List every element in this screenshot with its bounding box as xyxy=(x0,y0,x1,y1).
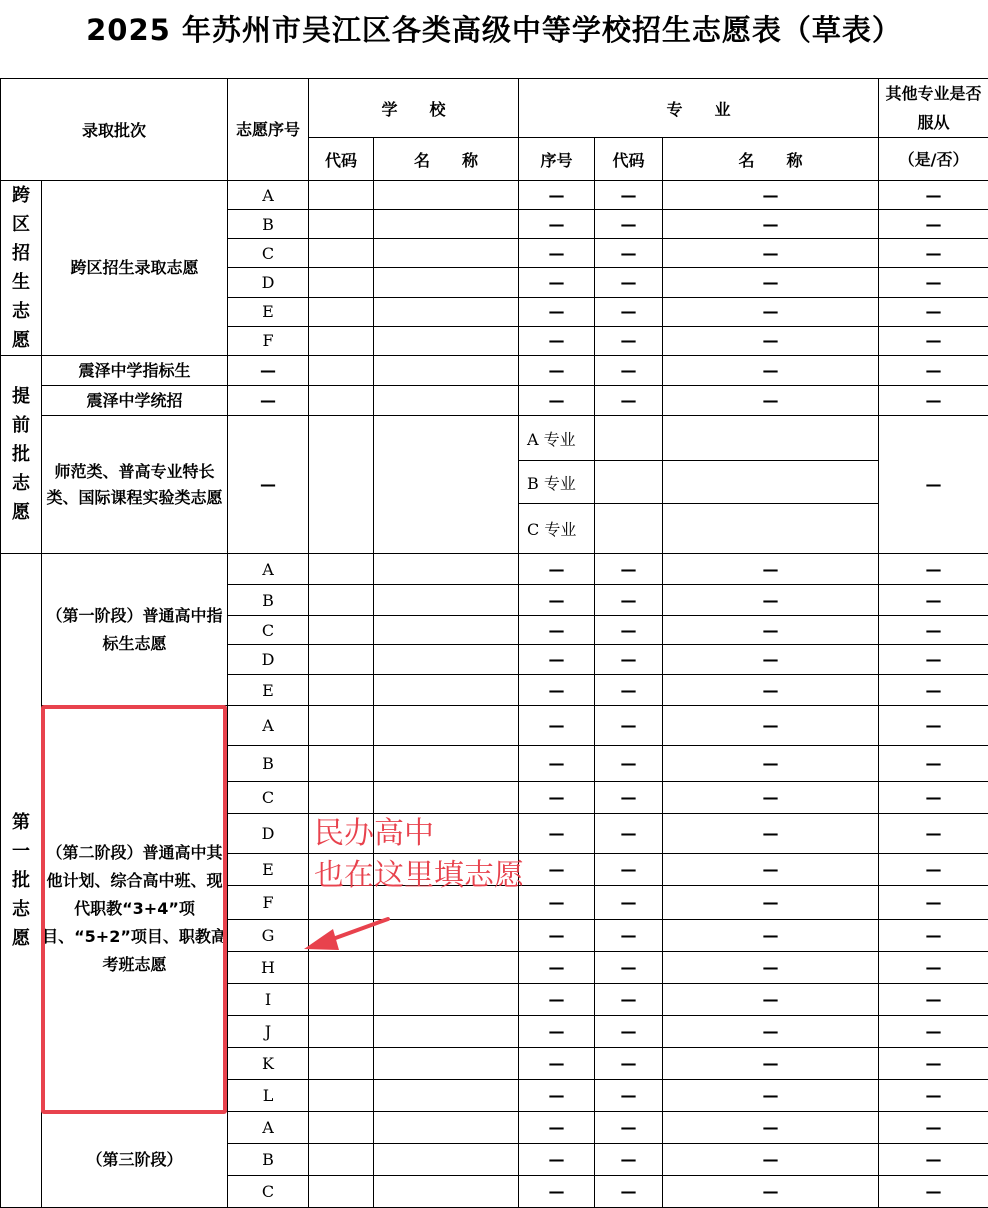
major-name-cell: — xyxy=(663,181,879,210)
major-order-cell: — xyxy=(519,952,595,984)
major-order-cell: — xyxy=(519,181,595,210)
choice-letter: E xyxy=(228,297,309,326)
obey-input: — xyxy=(879,297,988,326)
special-major-label: C 专业 xyxy=(519,504,595,554)
header-major: 专 业 xyxy=(519,79,879,138)
major-name-cell: — xyxy=(663,645,879,675)
obey-input: — xyxy=(879,920,988,952)
choice-letter: D xyxy=(228,814,309,854)
obey-input: — xyxy=(879,854,988,886)
group-label: 第 一 批 志 愿 xyxy=(1,808,41,953)
major-code-cell: — xyxy=(595,952,663,984)
major-code-cell: — xyxy=(595,239,663,268)
choice-letter: C xyxy=(228,616,309,645)
major-order-cell: — xyxy=(519,585,595,616)
header-other: 其他专业是否服从 xyxy=(879,79,988,138)
obey-input: — xyxy=(879,984,988,1016)
choice-letter: E xyxy=(228,675,309,706)
major-code-cell: — xyxy=(595,1016,663,1048)
choice-letter: F xyxy=(228,886,309,920)
choice-letter: C xyxy=(228,1176,309,1208)
choice-letter: A xyxy=(228,181,309,210)
page-title: 2025 年苏州市吴江区各类高级中等学校招生志愿表（草表） xyxy=(0,8,988,49)
major-code-cell: — xyxy=(595,210,663,239)
obey-input: — xyxy=(879,1048,988,1080)
header-yes-no: （是/否） xyxy=(879,138,988,181)
choice-letter: B xyxy=(228,746,309,782)
major-name-cell: — xyxy=(663,952,879,984)
category-cross-district: 跨区招生录取志愿 xyxy=(42,181,228,356)
choice-letter: — xyxy=(228,386,309,416)
major-name-cell: — xyxy=(663,616,879,645)
obey-input: — xyxy=(879,782,988,814)
major-code-cell: — xyxy=(595,1112,663,1144)
header-school-name: 名 称 xyxy=(374,138,519,181)
major-order-cell: — xyxy=(519,356,595,386)
header-major-code: 代码 xyxy=(595,138,663,181)
choice-letter: C xyxy=(228,239,309,268)
choice-letter: A xyxy=(228,706,309,746)
major-order-cell: — xyxy=(519,1144,595,1176)
major-code-cell: — xyxy=(595,268,663,297)
choice-letter: I xyxy=(228,984,309,1016)
major-code-cell: — xyxy=(595,782,663,814)
category-stage-2: （第二阶段）普通高中其他计划、综合高中班、现代职教“3+4”项目、“5+2”项目、职教高考班志愿 xyxy=(42,706,228,1112)
header-major-order: 序号 xyxy=(519,138,595,181)
major-code-cell: — xyxy=(595,706,663,746)
major-name-cell: — xyxy=(663,1112,879,1144)
major-name-cell: — xyxy=(663,297,879,326)
obey-input: — xyxy=(879,181,988,210)
obey-input: — xyxy=(879,1176,988,1208)
major-name-cell: — xyxy=(663,854,879,886)
major-order-cell: — xyxy=(519,1176,595,1208)
choice-letter: K xyxy=(228,1048,309,1080)
obey-input: — xyxy=(879,675,988,706)
obey-input: — xyxy=(879,239,988,268)
major-order-cell: — xyxy=(519,746,595,782)
major-code-cell: — xyxy=(595,1048,663,1080)
choice-letter: A xyxy=(228,554,309,585)
obey-input: — xyxy=(879,268,988,297)
major-order-cell: — xyxy=(519,554,595,585)
major-order-cell: — xyxy=(519,1112,595,1144)
major-name-cell: — xyxy=(663,706,879,746)
obey-input: — xyxy=(879,356,988,386)
special-major-label: A 专业 xyxy=(519,416,595,461)
obey-input: — xyxy=(879,326,988,355)
major-order-cell: — xyxy=(519,645,595,675)
major-name-cell: — xyxy=(663,268,879,297)
major-order-cell: — xyxy=(519,886,595,920)
major-order-cell: — xyxy=(519,675,595,706)
major-code-cell: — xyxy=(595,920,663,952)
obey-input: — xyxy=(879,210,988,239)
obey-input: — xyxy=(879,616,988,645)
major-name-cell: — xyxy=(663,886,879,920)
major-code-cell: — xyxy=(595,1144,663,1176)
major-name-cell: — xyxy=(663,984,879,1016)
major-order-cell: — xyxy=(519,1048,595,1080)
annotation-line-2: 也在这里填志愿 xyxy=(314,855,524,897)
group-label: 跨 区 招 生 志 愿 xyxy=(1,181,41,355)
major-code-cell: — xyxy=(595,297,663,326)
obey-input: — xyxy=(879,386,988,416)
obey-input: — xyxy=(879,1080,988,1112)
obey-input: — xyxy=(879,814,988,854)
major-order-cell: — xyxy=(519,326,595,355)
group-label: 提 前 批 志 愿 xyxy=(1,382,41,527)
major-name-cell: — xyxy=(663,356,879,386)
major-order-cell: — xyxy=(519,297,595,326)
choice-letter: F xyxy=(228,326,309,355)
obey-input: — xyxy=(879,585,988,616)
major-name-cell: — xyxy=(663,1048,879,1080)
header-school-code: 代码 xyxy=(309,138,374,181)
major-name-cell: — xyxy=(663,814,879,854)
choice-letter: — xyxy=(228,416,309,554)
choice-letter: C xyxy=(228,782,309,814)
choice-letter: J xyxy=(228,1016,309,1048)
major-order-cell: — xyxy=(519,706,595,746)
category-stage-3: （第三阶段） xyxy=(42,1112,228,1208)
major-order-cell: — xyxy=(519,386,595,416)
header-seq: 志愿序号 xyxy=(228,79,309,181)
major-name-cell: — xyxy=(663,210,879,239)
choice-letter: B xyxy=(228,585,309,616)
choice-letter: H xyxy=(228,952,309,984)
major-code-cell: — xyxy=(595,386,663,416)
major-name-cell: — xyxy=(663,554,879,585)
major-name-cell: — xyxy=(663,782,879,814)
obey-input: — xyxy=(879,1016,988,1048)
major-name-cell: — xyxy=(663,1080,879,1112)
category-zhenze-index: 震泽中学指标生 xyxy=(42,356,228,386)
major-order-cell: — xyxy=(519,814,595,854)
major-order-cell: — xyxy=(519,268,595,297)
major-code-cell: — xyxy=(595,984,663,1016)
major-code-cell: — xyxy=(595,746,663,782)
obey-input: — xyxy=(879,1112,988,1144)
choice-letter: L xyxy=(228,1080,309,1112)
major-order-cell: — xyxy=(519,854,595,886)
choice-letter: A xyxy=(228,1112,309,1144)
major-name-cell: — xyxy=(663,746,879,782)
major-order-cell: — xyxy=(519,210,595,239)
choice-letter: E xyxy=(228,854,309,886)
choice-letter: B xyxy=(228,210,309,239)
obey-input: — xyxy=(879,645,988,675)
obey-input: — xyxy=(879,706,988,746)
major-name-cell: — xyxy=(663,1016,879,1048)
major-code-cell: — xyxy=(595,886,663,920)
major-name-cell: — xyxy=(663,386,879,416)
major-code-cell: — xyxy=(595,326,663,355)
choice-letter: B xyxy=(228,1144,309,1176)
choice-letter: — xyxy=(228,356,309,386)
obey-input: — xyxy=(879,952,988,984)
obey-input: — xyxy=(879,886,988,920)
obey-input: — xyxy=(879,416,988,554)
major-order-cell: — xyxy=(519,984,595,1016)
category-special: 师范类、普高专业特长类、国际课程实验类志愿 xyxy=(42,416,228,554)
major-order-cell: — xyxy=(519,239,595,268)
obey-input: — xyxy=(879,1144,988,1176)
major-name-cell: — xyxy=(663,675,879,706)
major-order-cell: — xyxy=(519,1016,595,1048)
header-school: 学 校 xyxy=(309,79,519,138)
major-name-cell: — xyxy=(663,326,879,355)
major-code-cell: — xyxy=(595,854,663,886)
obey-input: — xyxy=(879,746,988,782)
major-code-cell: — xyxy=(595,814,663,854)
category-stage-1: （第一阶段）普通高中指标生志愿 xyxy=(42,554,228,706)
choice-letter: D xyxy=(228,268,309,297)
major-order-cell: — xyxy=(519,1080,595,1112)
header-major-name: 名 称 xyxy=(663,138,879,181)
major-code-cell: — xyxy=(595,675,663,706)
major-code-cell: — xyxy=(595,645,663,675)
major-name-cell: — xyxy=(663,1144,879,1176)
major-order-cell: — xyxy=(519,616,595,645)
choice-letter: D xyxy=(228,645,309,675)
major-code-cell: — xyxy=(595,616,663,645)
annotation-line-1: 民办高中 xyxy=(314,813,524,855)
major-name-cell: — xyxy=(663,585,879,616)
major-order-cell: — xyxy=(519,782,595,814)
category-zhenze-unified: 震泽中学统招 xyxy=(42,386,228,416)
major-code-cell: — xyxy=(595,356,663,386)
major-code-cell: — xyxy=(595,554,663,585)
major-name-cell: — xyxy=(663,920,879,952)
choice-letter: G xyxy=(228,920,309,952)
major-code-cell: — xyxy=(595,1080,663,1112)
major-order-cell: — xyxy=(519,920,595,952)
header-batch: 录取批次 xyxy=(1,79,228,181)
major-code-cell: — xyxy=(595,1176,663,1208)
major-code-cell: — xyxy=(595,585,663,616)
major-name-cell: — xyxy=(663,239,879,268)
special-major-label: B 专业 xyxy=(519,461,595,504)
major-code-cell: — xyxy=(595,181,663,210)
obey-input: — xyxy=(879,554,988,585)
major-name-cell: — xyxy=(663,1176,879,1208)
